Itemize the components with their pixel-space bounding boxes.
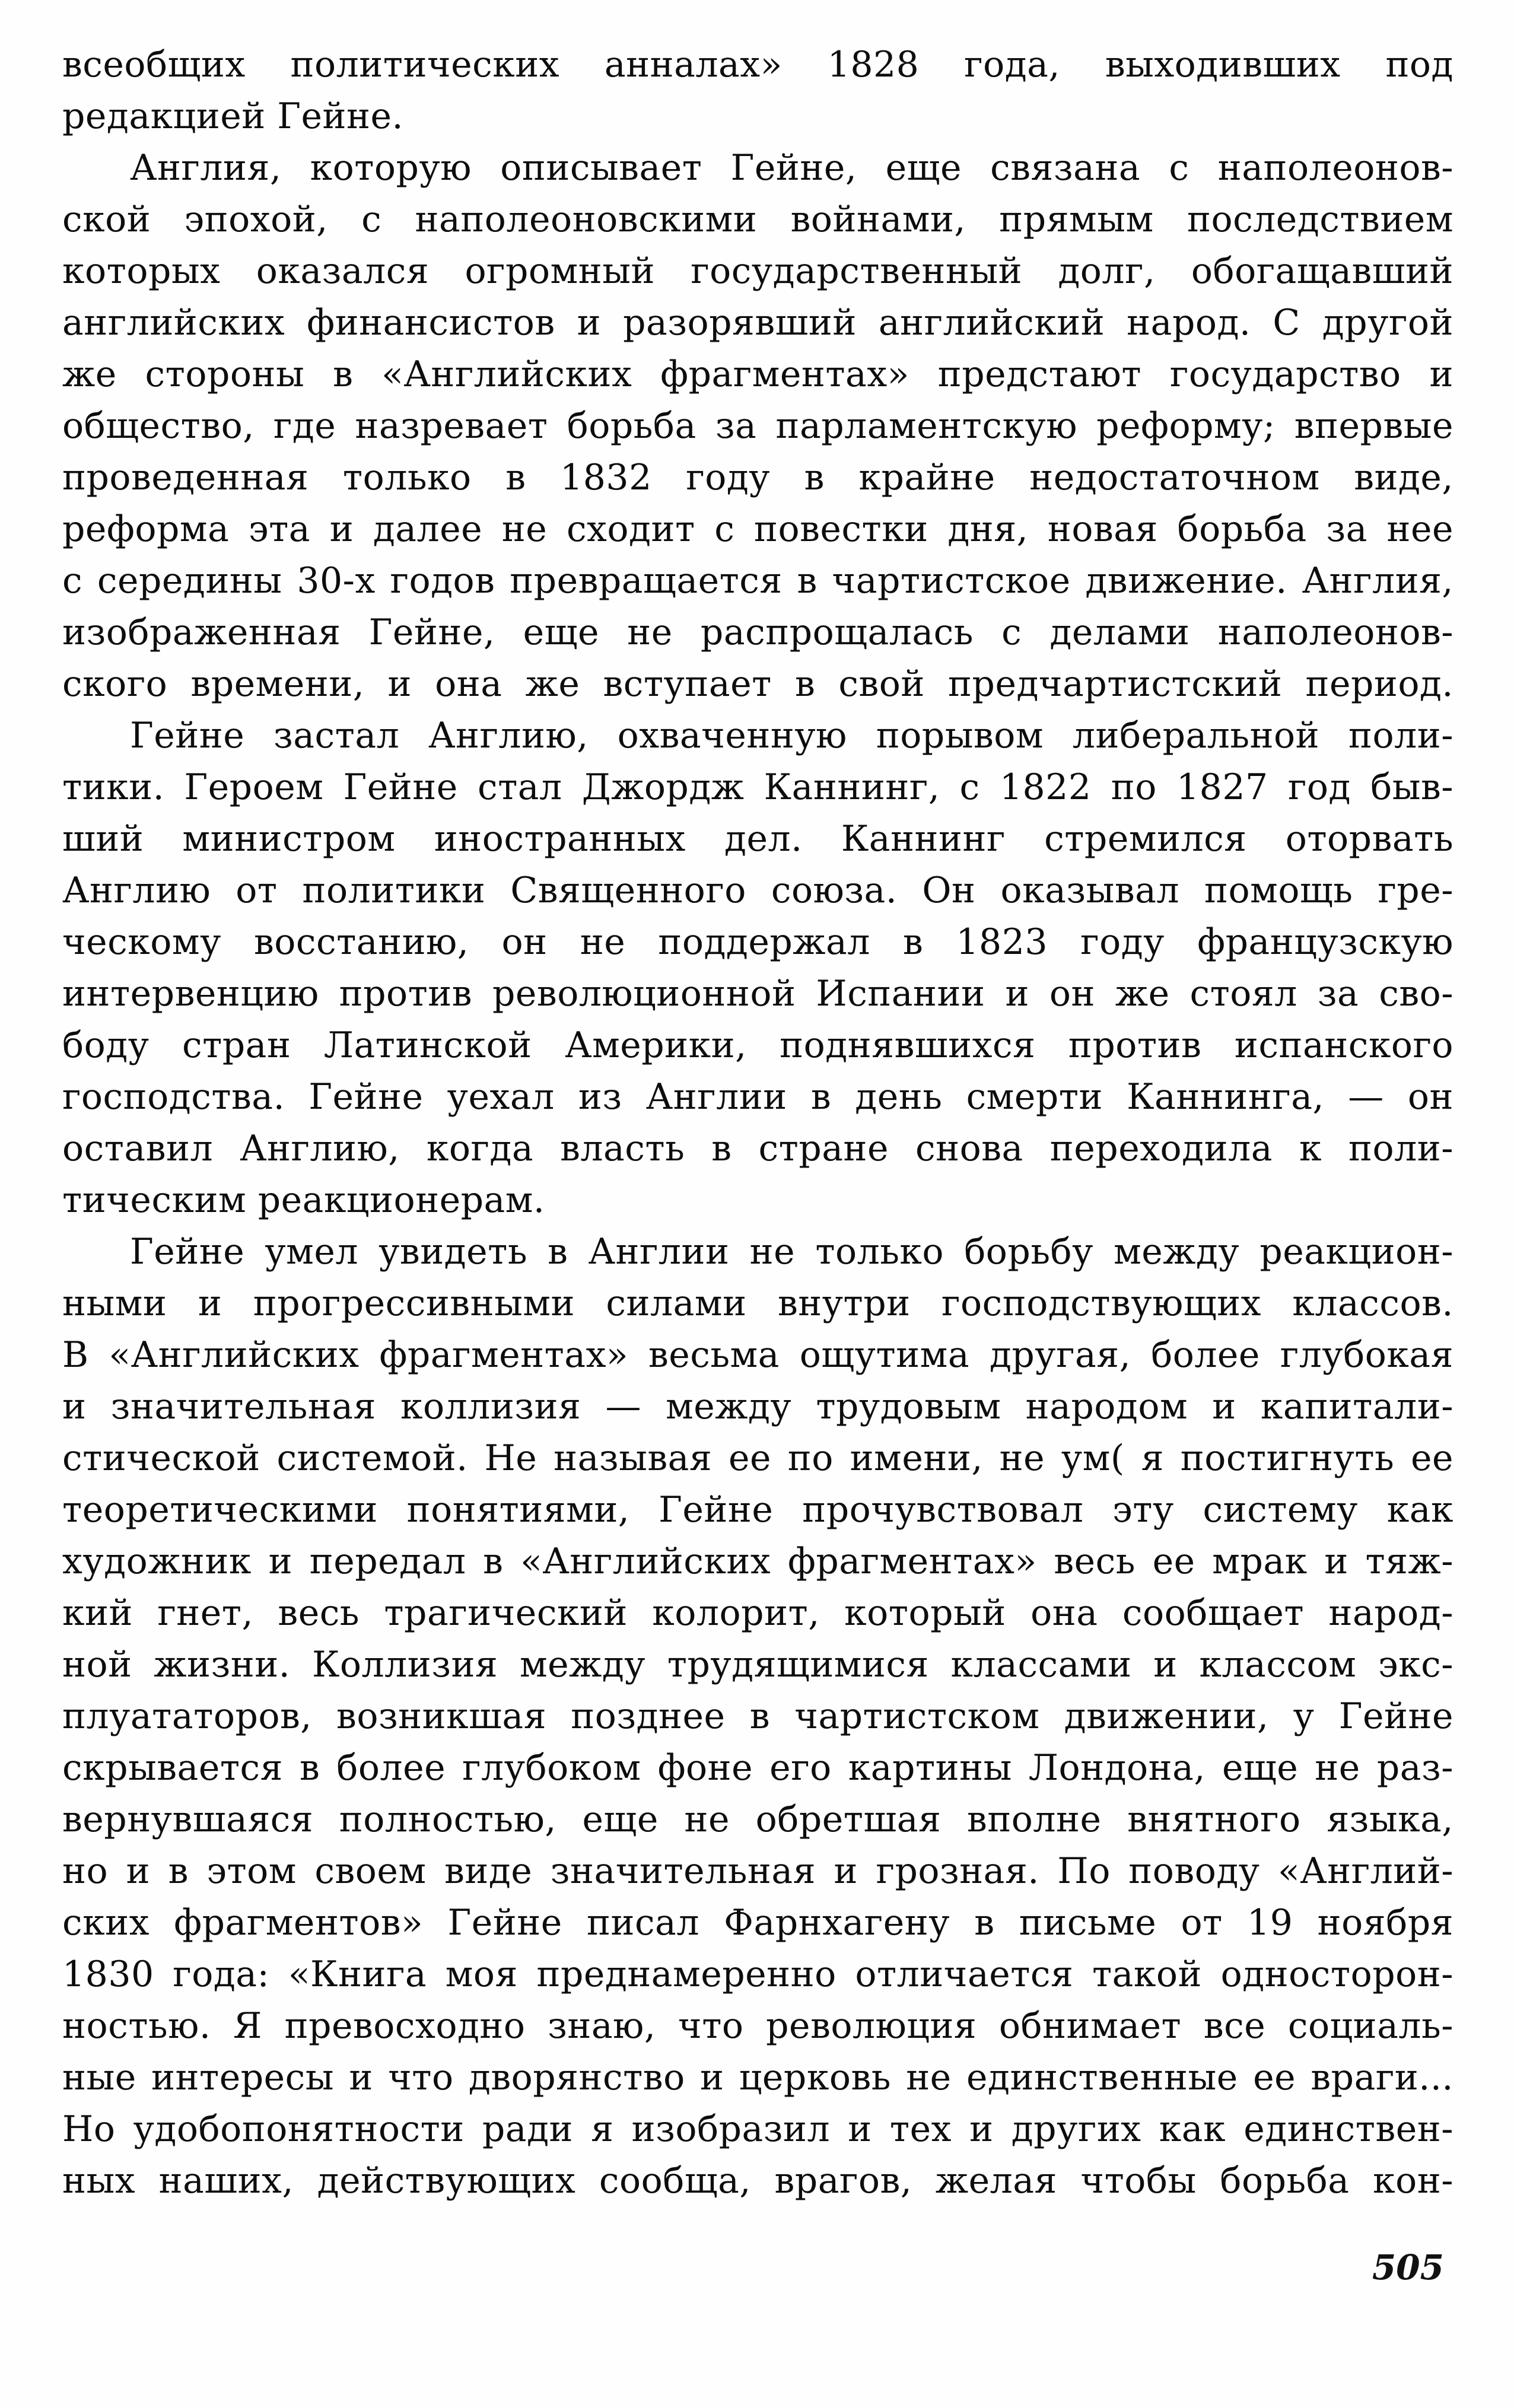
text-line: Гейне умел увидеть в Англии не только борьбу между реакцион- bbox=[130, 1231, 1453, 1273]
text-line: ной жизни. Коллизия между трудящимися классами и классом экс- bbox=[62, 1644, 1453, 1685]
text-line: редакцией Гейне. bbox=[62, 96, 404, 137]
page-number: 505 bbox=[1372, 2247, 1444, 2288]
text-line: В «Английских фрагментах» весьма ощутима другая, более глубокая bbox=[62, 1334, 1453, 1376]
text-line: ных наших, действующих сообща, врагов, желая чтобы борьба кон- bbox=[62, 2160, 1453, 2202]
text-line: Англия, которую описывает Гейне, еще связана с наполеонов- bbox=[130, 147, 1453, 189]
text-line: Гейне застал Англию, охваченную порывом либеральной поли- bbox=[130, 715, 1453, 756]
text-line: общество, где назревает борьба за парламентскую реформу; впервые bbox=[62, 405, 1453, 447]
text-line: оставил Англию, когда власть в стране снова переходила к поли- bbox=[62, 1128, 1453, 1169]
text-line: тики. Героем Гейне стал Джордж Каннинг, с 1822 по 1827 год быв- bbox=[62, 766, 1453, 808]
paragraph bbox=[62, 1226, 1453, 2207]
text-line: теоретическими понятиями, Гейне прочувствовал эту систему как bbox=[62, 1489, 1453, 1531]
text-line: ностью. Я превосходно знаю, что революция обнимает все социаль- bbox=[62, 2005, 1453, 2047]
text-line: интервенцию против революционной Испании и он же стоял за сво- bbox=[62, 973, 1453, 1014]
text-line: ского времени, и она же вступает в свой предчартистский период. bbox=[62, 663, 1453, 705]
text-line: реформа эта и далее не сходит с повестки дня, новая борьба за нее bbox=[62, 508, 1453, 550]
text-line: стической системой. Не называя ее по имени, не ум( я постигнуть ее bbox=[62, 1437, 1453, 1479]
text-line: Но удобопонятности ради я изобразил и тех и других как единствен- bbox=[62, 2108, 1453, 2150]
text-line: же стороны в «Английских фрагментах» предстают государство и bbox=[62, 354, 1453, 395]
text-line: ные интересы и что дворянство и церковь не единственные ее враги... bbox=[62, 2057, 1453, 2098]
text-line: которых оказался огромный государственный долг, обогащавший bbox=[62, 250, 1453, 292]
text-line: 1830 года: «Книга моя преднамеренно отличается такой односторон- bbox=[62, 1954, 1453, 1995]
paragraph bbox=[62, 142, 1453, 710]
paragraph bbox=[62, 39, 1453, 142]
text-line: изображенная Гейне, еще не распрощалась с делами наполеонов- bbox=[62, 612, 1453, 653]
text-line: всеобщих политических анналах» 1828 года, выходивших под bbox=[62, 44, 1453, 85]
text-line: ческому восстанию, он не поддержал в 1823 году французскую bbox=[62, 921, 1453, 963]
text-line: скрывается в более глубоком фоне его картины Лондона, еще не раз- bbox=[62, 1747, 1453, 1789]
page-text bbox=[62, 39, 1453, 2207]
text-line: художник и передал в «Английских фрагментах» весь ее мрак и тяж- bbox=[62, 1541, 1453, 1582]
text-line: английских финансистов и разорявший английский народ. С другой bbox=[62, 302, 1453, 343]
text-line: господства. Гейне уехал из Англии в день смерти Каннинга, — он bbox=[62, 1076, 1453, 1118]
text-line: тическим реакционерам. bbox=[62, 1179, 545, 1221]
text-line: ской эпохой, с наполеоновскими войнами, прямым последствием bbox=[62, 199, 1453, 240]
text-line: ских фрагментов» Гейне писал Фарнхагену в письме от 19 ноября bbox=[62, 1902, 1453, 1943]
text-line: плуататоров, возникшая позднее в чартистском движении, у Гейне bbox=[62, 1696, 1453, 1737]
text-line: с середины 30-х годов превращается в чартистское движение. Англия, bbox=[62, 560, 1453, 602]
text-line: но и в этом своем виде значительная и грозная. По поводу «Англий- bbox=[62, 1850, 1453, 1892]
text-line: проведенная только в 1832 году в крайне недостаточном виде, bbox=[62, 457, 1453, 498]
text-line: ными и прогрессивными силами внутри господствующих классов. bbox=[62, 1283, 1453, 1324]
text-line: ший министром иностранных дел. Каннинг стремился оторвать bbox=[62, 818, 1453, 860]
text-line: кий гнет, весь трагический колорит, который она сообщает народ- bbox=[62, 1592, 1453, 1634]
text-line: вернувшаяся полностью, еще не обретшая вполне внятного языка, bbox=[62, 1799, 1453, 1840]
text-line: Англию от политики Священного союза. Он оказывал помощь гре- bbox=[62, 870, 1453, 911]
paragraph bbox=[62, 710, 1453, 1226]
text-line: боду стран Латинской Америки, поднявшихся против испанского bbox=[62, 1025, 1453, 1066]
text-line: и значительная коллизия — между трудовым народом и капитали- bbox=[62, 1386, 1453, 1427]
